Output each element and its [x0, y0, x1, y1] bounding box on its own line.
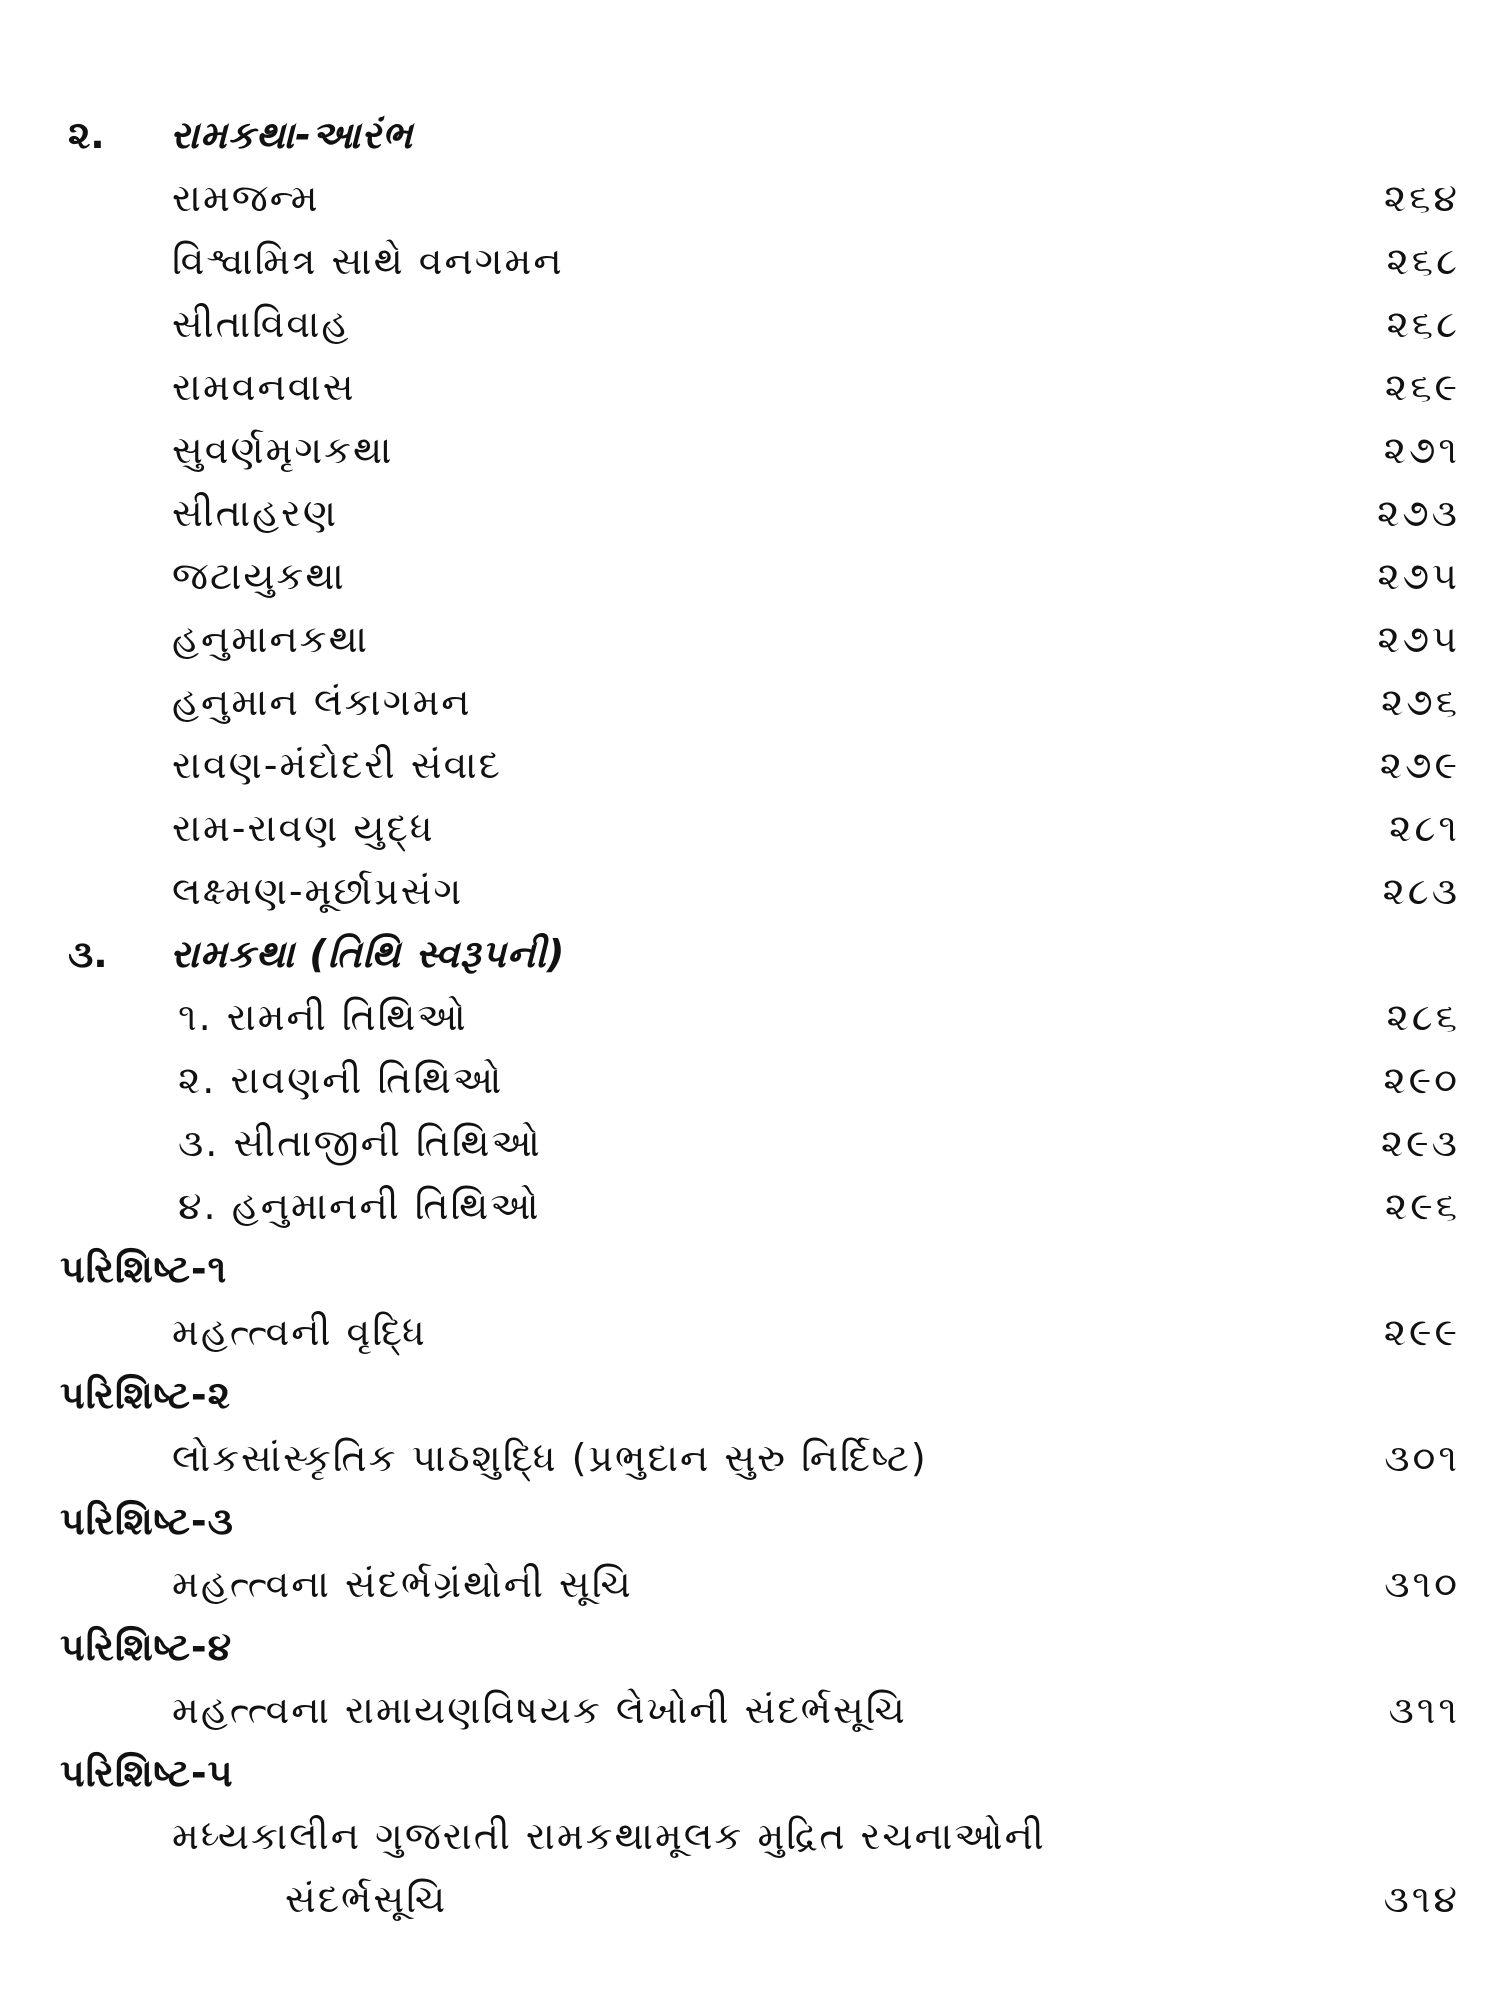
chapter-number: ૩. [68, 932, 108, 976]
entry-title-continued: સંદર્ભસૂચિ [285, 1877, 448, 1921]
entry-page: ૨૬૮ [1386, 239, 1460, 283]
entry-page: ૩૧૧ [1388, 1688, 1460, 1732]
toc-entry [0, 1428, 1500, 1488]
entry-page: ૩૧૦ [1384, 1562, 1460, 1606]
toc-entry [0, 609, 1500, 669]
toc-entry [0, 987, 1500, 1047]
toc-entry [0, 483, 1500, 543]
toc-entry [0, 546, 1500, 606]
chapter-number: ૨. [68, 113, 105, 157]
entry-page: ૨૭૩ [1376, 491, 1460, 535]
entry-title: લોકસાંસ્કૃતિક પાઠશુદ્ધિ (પ્રભુદાન સુરુ નિર્દિષ્ટ) [172, 1436, 928, 1480]
toc-entry [0, 1050, 1500, 1110]
entry-page: ૨૭૫ [1377, 554, 1460, 598]
entry-page: ૨૬૯ [1384, 365, 1460, 409]
appendix-heading [0, 1365, 1500, 1425]
entry-page: ૨૬૪ [1383, 176, 1460, 220]
toc-entry [0, 231, 1500, 291]
entry-page: ૨૮૧ [1389, 806, 1460, 850]
entry-title: મહત્ત્વની વૃદ્ધિ [172, 1310, 427, 1354]
entry-title: સુવર્ણમૃગકથા [172, 428, 394, 472]
chapter-heading [0, 105, 1500, 165]
entry-page: ૨૯૬ [1384, 1184, 1460, 1228]
entry-title: રામવનવાસ [172, 365, 356, 409]
toc-entry [0, 420, 1500, 480]
appendix-heading [0, 1239, 1500, 1299]
appendix-label: પરિશિષ્ટ-૪ [60, 1625, 233, 1669]
appendix-label: પરિશિષ્ટ-૩ [60, 1499, 234, 1543]
entry-title: સીતાહરણ [172, 491, 338, 535]
entry-title: સીતાવિવાહ [172, 302, 351, 346]
entry-title: ૩. સીતાજીની તિથિઓ [178, 1121, 542, 1165]
entry-page: ૨૬૮ [1386, 302, 1460, 346]
toc-entry [0, 861, 1500, 921]
toc-entry [0, 1680, 1500, 1740]
toc-entry [0, 1302, 1500, 1362]
entry-page: ૩૦૧ [1384, 1436, 1460, 1480]
entry-title: હનુમાન લંકાગમન [172, 680, 472, 724]
appendix-heading [0, 1617, 1500, 1677]
entry-title: હનુમાનકથા [172, 617, 370, 661]
appendix-label: પરિશિષ્ટ-૨ [60, 1373, 231, 1417]
entry-title: ૨. રાવણની તિથિઓ [178, 1058, 504, 1102]
appendix-heading [0, 1491, 1500, 1551]
toc-entry [0, 798, 1500, 858]
chapter-title: રામકથા-આરંભ [170, 113, 414, 157]
entry-title: જટાયુકથા [172, 554, 346, 598]
entry-page: ૨૮૩ [1382, 869, 1460, 913]
appendix-heading [0, 1743, 1500, 1803]
entry-title: મહત્ત્વના રામાયણવિષયક લેખોની સંદર્ભસૂચિ [172, 1688, 907, 1732]
entry-title: ૪. હનુમાનની તિથિઓ [178, 1184, 541, 1228]
toc-entry [0, 672, 1500, 732]
toc-entry [0, 735, 1500, 795]
entry-title: મધ્યકાલીન ગુજરાતી રામકથામૂલક મુદ્રિત રચનાઓની [172, 1814, 1046, 1858]
entry-page: ૨૭૯ [1379, 743, 1460, 787]
entry-page: ૨૮૬ [1386, 995, 1460, 1039]
entry-title: રામજન્મ [172, 176, 320, 220]
toc-entry [0, 294, 1500, 354]
entry-page: ૨૯૦ [1383, 1058, 1460, 1102]
entry-title: મહત્ત્વના સંદર્ભગ્રંથોની સૂચિ [172, 1562, 633, 1606]
entry-title: રાવણ-મંદોદરી સંવાદ [172, 743, 502, 787]
toc-entry-continued [0, 1869, 1500, 1929]
entry-page: ૨૭૫ [1377, 617, 1460, 661]
appendix-label: પરિશિષ્ટ-૧ [60, 1247, 228, 1291]
entry-title: લક્ષ્મણ-મૂર્છાપ્રસંગ [172, 869, 464, 913]
entry-page: ૨૯૩ [1380, 1121, 1460, 1165]
entry-title: વિશ્વામિત્ર સાથે વનગમન [172, 239, 564, 283]
entry-page: ૨૭૬ [1381, 680, 1460, 724]
toc-entry [0, 357, 1500, 417]
chapter-title: રામકથા (તિથિ સ્વરૂપની) [170, 932, 566, 976]
entry-title: ૧. રામની તિથિઓ [178, 995, 468, 1039]
entry-page: ૩૧૪ [1383, 1877, 1460, 1921]
toc-entry [0, 1806, 1500, 1866]
toc-entry [0, 168, 1500, 228]
chapter-heading [0, 924, 1500, 984]
entry-page: ૨૭૧ [1383, 428, 1460, 472]
toc-entry [0, 1176, 1500, 1236]
toc-entry [0, 1554, 1500, 1614]
toc-entry [0, 1113, 1500, 1173]
appendix-label: પરિશિષ્ટ-૫ [60, 1751, 234, 1795]
entry-title: રામ-રાવણ યુદ્ધ [172, 806, 435, 850]
entry-page: ૨૯૯ [1383, 1310, 1460, 1354]
